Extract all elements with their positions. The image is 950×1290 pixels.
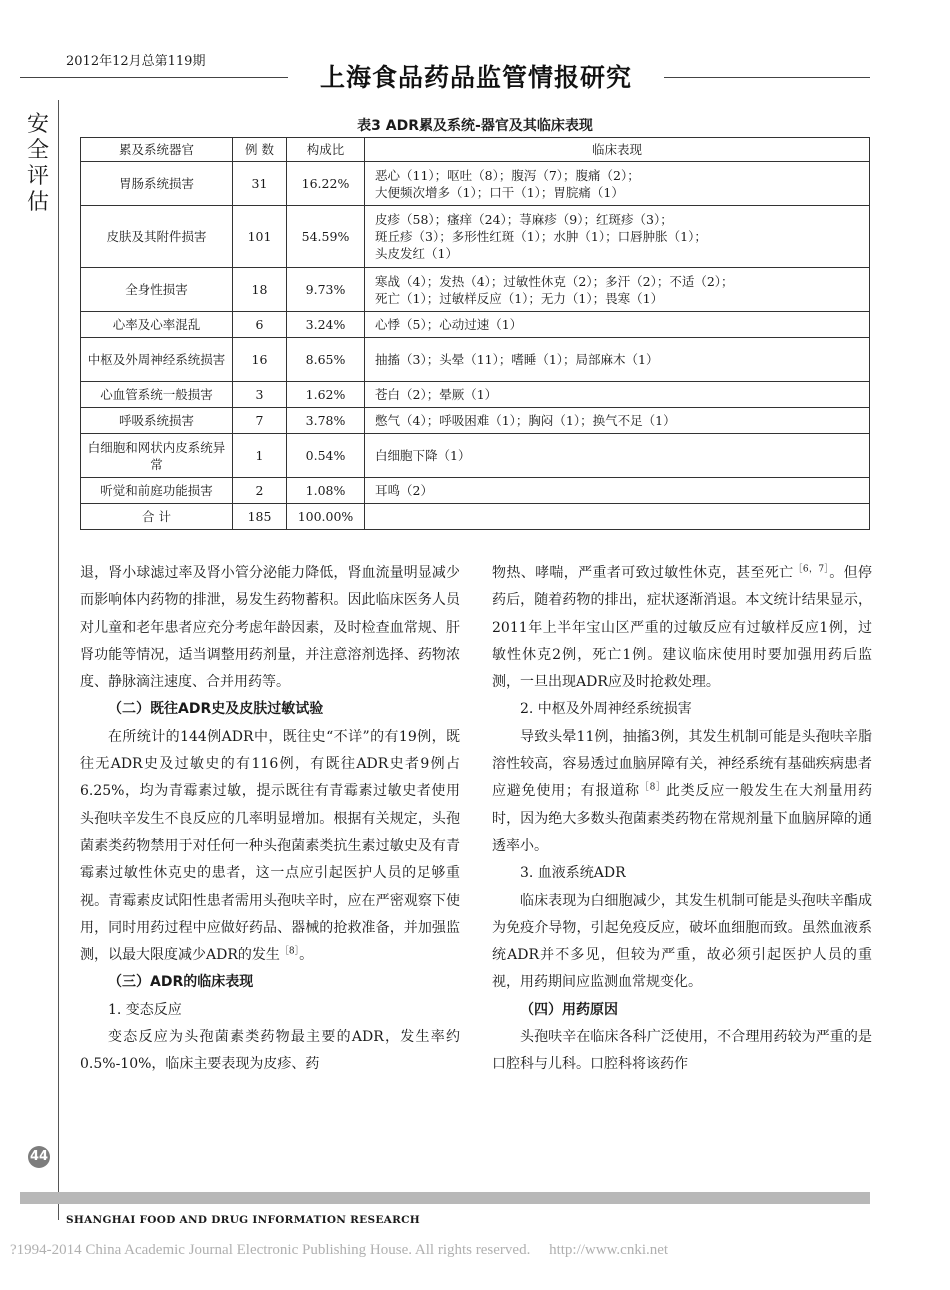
count-cell: 101 xyxy=(233,206,287,268)
paragraph-text: 在所统计的144例ADR中，既往史“不详”的有19例，既往无ADR史及过敏史的有116例，有既往ADR史者9例占6.25%，均为青霉素过敏，提示既往有青霉素过敏史者使用头孢呋辛发生不良反应的几率明显增加。根据有关规定，头孢菌素类药物禁用于对任何一种头孢菌素类抗生素过敏史及有青霉素过敏性休克史的患者，这一点应引起医护人员的足够重视。青霉素皮试阳性患者需用头孢呋辛时，应在严密观察下使用，同时用药过程中应做好药品、器械的抢救准备，并加强监测，以最大限度减少ADR的发生 xyxy=(80,728,460,964)
paragraph-text: 此类反应一般发生在大剂量用药时，因为绝大多数头孢菌素类药物在常规剂量下血脑屏障的通透率小。 xyxy=(492,783,873,854)
side-label-char: 估 xyxy=(26,190,49,215)
empty-cell xyxy=(365,504,870,530)
table-header-row xyxy=(81,138,870,162)
count-cell: 31 xyxy=(233,162,287,206)
column-header: 累及系统器官 xyxy=(81,138,233,162)
column-header: 例 数 xyxy=(233,138,287,162)
system-cell: 胃肠系统损害 xyxy=(81,162,233,206)
issue-line: 2012年12月总第119期 xyxy=(66,54,206,69)
count-cell: 1 xyxy=(233,434,287,478)
side-label-char: 安 xyxy=(26,112,49,137)
symptom-line: 白细胞下降（1） xyxy=(375,448,471,463)
table-row xyxy=(81,206,870,268)
count-cell: 7 xyxy=(233,408,287,434)
footer-journal-name: SHANGHAI FOOD AND DRUG INFORMATION RESEARCH xyxy=(66,1214,420,1226)
column-header: 临床表现 xyxy=(365,138,870,162)
subsection-heading: 2. 中枢及外周神经系统损害 xyxy=(520,701,692,718)
table-row xyxy=(81,434,870,478)
table-row xyxy=(81,382,870,408)
side-label-char: 评 xyxy=(26,164,49,189)
ratio-cell: 54.59% xyxy=(287,206,365,268)
subsection-heading: 3. 血液系统ADR xyxy=(520,865,626,882)
total-label: 合 计 xyxy=(81,504,233,530)
system-cell: 心率及心率混乱 xyxy=(81,312,233,338)
system-cell: 中枢及外周神经系统损害 xyxy=(81,338,233,382)
symptom-line: 寒战（4）；发热（4）；过敏性休克（2）；多汗（2）；不适（2）； xyxy=(375,273,734,289)
citation: ［8］ xyxy=(279,946,300,957)
total-count: 185 xyxy=(233,504,287,530)
system-cell: 呼吸系统损害 xyxy=(81,408,233,434)
count-cell: 3 xyxy=(233,382,287,408)
ratio-cell: 0.54% xyxy=(287,434,365,478)
symptom-line: 头皮发红（1） xyxy=(375,246,458,261)
table-title: 表3 ADR累及系统-器官及其临床表现 xyxy=(357,118,593,134)
count-cell: 6 xyxy=(233,312,287,338)
table-row xyxy=(81,312,870,338)
count-cell: 18 xyxy=(233,268,287,312)
symptom-line: 抽搐（3）；头晕（11）；嗜睡（1）；局部麻木（1） xyxy=(375,352,659,367)
section-heading: （二）既往ADR史及皮肤过敏试验 xyxy=(108,701,324,718)
table-row xyxy=(81,268,870,312)
symptom-line: 皮疹（58）；瘙痒（24）；荨麻疹（9）；红斑疹（3）； xyxy=(375,212,673,227)
left-text-column xyxy=(80,560,460,1079)
symptoms-cell xyxy=(365,478,870,504)
paragraph-text: 导致头晕11例，抽搐3例，其发生机制可能是头孢呋辛脂溶性较高，容易透过血脑屏障有关，神经系统有基础疾病患者应避免使用；有报道称 xyxy=(492,728,872,800)
symptom-line: 恶心（11）；呕吐（8）；腹泻（7）；腹痛（2）； xyxy=(375,167,640,183)
symptom-line: 耳鸣（2） xyxy=(375,483,433,498)
section-heading: （三）ADR的临床表现 xyxy=(108,974,254,991)
adr-table xyxy=(80,137,870,530)
left-margin-rule xyxy=(58,100,59,1220)
copyright-notice: ?1994-2014 China Academic Journal Electronic Publishing House. All rights reserved. http://www.cnki.net xyxy=(10,1242,669,1258)
paragraph: 退，肾小球滤过率及肾小管分泌能力降低，肾血流量明显减少而影响体内药物的排泄，易发生药物蓄积。因此临床医务人员对儿童和老年患者应充分考虑年龄因素，及时检查血常规、肝肾功能等情况，适当调整用药剂量，并注意溶剂选择、药物浓度、静脉滴注速度、合并用药等。 xyxy=(80,565,460,691)
paragraph: 临床表现为白细胞减少，其发生机制可能是头孢呋辛酯成为免疫介导物，引起免疫反应，破坏血细胞而致。虽然血液系统ADR并不多见，但较为严重，故必须引起医护人员的重视，用药期间应监测血常规变化。 xyxy=(492,892,872,991)
table-row xyxy=(81,478,870,504)
page-number: 44 xyxy=(28,1146,50,1168)
subsection-heading: 1. 变态反应 xyxy=(108,1001,182,1018)
paragraph-end: 。 xyxy=(299,947,314,964)
ratio-cell: 3.78% xyxy=(287,408,365,434)
section-side-label xyxy=(26,112,50,216)
count-cell: 16 xyxy=(233,338,287,382)
journal-title: 上海食品药品监管情报研究 xyxy=(288,58,664,94)
section-heading: （四）用药原因 xyxy=(520,1001,618,1018)
system-cell: 皮肤及其附件损害 xyxy=(81,206,233,268)
ratio-cell: 8.65% xyxy=(287,338,365,382)
symptom-line: 大便频次增多（1）；口干（1）；胃脘痛（1） xyxy=(375,184,624,200)
symptoms-cell xyxy=(365,206,870,268)
symptoms-cell xyxy=(365,434,870,478)
paragraph xyxy=(492,724,872,860)
ratio-cell: 9.73% xyxy=(287,268,365,312)
symptoms-cell xyxy=(365,382,870,408)
paragraph: 变态反应为头孢菌素类药物最主要的ADR，发生率约0.5%-10%，临床主要表现为皮疹、药 xyxy=(80,1029,460,1073)
ratio-cell: 1.08% xyxy=(287,478,365,504)
ratio-cell: 1.62% xyxy=(287,382,365,408)
symptoms-cell xyxy=(365,162,870,206)
count-cell: 2 xyxy=(233,478,287,504)
system-cell: 全身性损害 xyxy=(81,268,233,312)
symptom-line: 心悸（5）；心动过速（1） xyxy=(375,317,523,332)
table-row xyxy=(81,408,870,434)
citation: ［8］ xyxy=(639,782,666,793)
paragraph xyxy=(492,560,872,696)
column-header: 构成比 xyxy=(287,138,365,162)
paragraph xyxy=(80,724,460,970)
symptoms-cell xyxy=(365,408,870,434)
footer-bar xyxy=(20,1192,870,1204)
table-row xyxy=(81,338,870,382)
symptom-line: 斑丘疹（3）；多形性红斑（1）；水肿（1）；口唇肿胀（1）； xyxy=(375,229,707,244)
ratio-cell: 3.24% xyxy=(287,312,365,338)
system-cell: 心血管系统一般损害 xyxy=(81,382,233,408)
citation: ［6，7］ xyxy=(793,564,830,575)
total-ratio: 100.00% xyxy=(287,504,365,530)
symptom-line: 死亡（1）；过敏样反应（1）；无力（1）；畏寒（1） xyxy=(375,290,664,306)
right-text-column xyxy=(492,560,872,1079)
ratio-cell: 16.22% xyxy=(287,162,365,206)
paragraph-text: 物热、哮喘，严重者可致过敏性休克，甚至死亡 xyxy=(492,565,794,581)
symptoms-cell xyxy=(365,268,870,312)
symptoms-cell xyxy=(365,338,870,382)
symptom-line: 苍白（2）；晕厥（1） xyxy=(375,387,498,402)
table-row xyxy=(81,162,870,206)
system-cell: 听觉和前庭功能损害 xyxy=(81,478,233,504)
system-cell: 白细胞和网状内皮系统异常 xyxy=(81,434,233,478)
paragraph-text: 。但停药后，随着药物的排出，症状逐渐消退。本文统计结果显示，2011年上半年宝山区严重的过敏反应有过敏样反应1例，过敏性休克2例，死亡1例。建议临床使用时要加强用药后监测，一旦出现ADR应及时抢救处理。 xyxy=(492,565,873,691)
table-total-row xyxy=(81,504,870,530)
paragraph: 头孢呋辛在临床各科广泛使用，不合理用药较为严重的是口腔科与儿科。口腔科将该药作 xyxy=(492,1029,872,1073)
symptoms-cell xyxy=(365,312,870,338)
side-label-char: 全 xyxy=(26,138,49,163)
symptom-line: 憋气（4）；呼吸困难（1）；胸闷（1）；换气不足（1） xyxy=(375,413,676,428)
